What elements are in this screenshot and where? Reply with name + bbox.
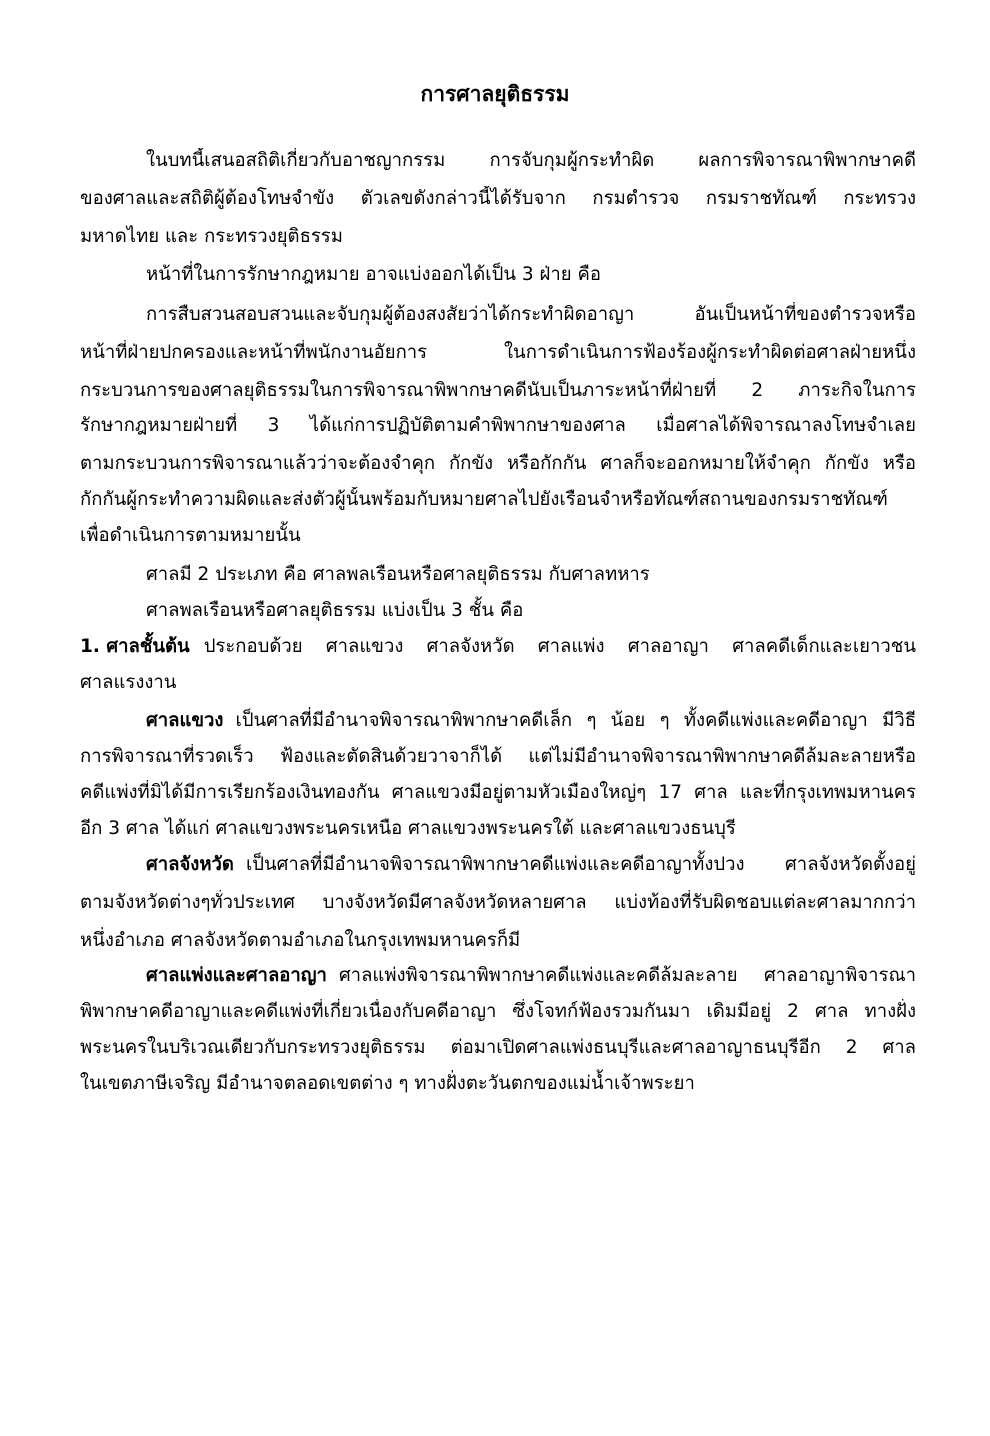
- paragraph-line: การสืบสวนสอบสวนและจับกุมผู้ต้องสงสัยว่าได้กระทำผิดอาญา อันเป็นหน้าที่ของตำรวจหรือ: [146, 304, 916, 325]
- civil-criminal-heading: ศาลแพ่งและศาลอาญา: [146, 965, 327, 986]
- paragraph-line: ศาลแรงงาน: [80, 672, 177, 693]
- khwaeng-heading: ศาลแขวง: [146, 710, 224, 731]
- paragraph-line: รักษากฎหมายฝ่ายที่ 3 ได้แก่การปฏิบัติตามคำพิพากษาของศาล เมื่อศาลได้พิจารณาลงโทษจำเลย: [80, 415, 916, 436]
- paragraph-line: อีก 3 ศาล ได้แก่ ศาลแขวงพระนครเหนือ ศาลแขวงพระนครใต้ และศาลแขวงธนบุรี: [80, 818, 736, 839]
- paragraph-line: ในบทนี้เสนอสถิติเกี่ยวกับอาชญากรรม การจับกุมผู้กระทำผิด ผลการพิจารณาพิพากษาคดี: [146, 150, 916, 171]
- first-instance-heading: 1. ศาลชั้นต้น: [80, 636, 190, 657]
- paragraph-line: ตามกระบวนการพิจารณาแล้วว่าจะต้องจำคุก กักขัง หรือกักกัน ศาลก็จะออกหมายให้จำคุก กักขัง หรือ: [80, 453, 916, 474]
- paragraph-line: มหาดไทย และ กระทรวงยุติธรรม: [80, 226, 343, 247]
- khwaeng-text: เป็นศาลที่มีอำนาจพิจารณาพิพากษาคดีเล็ก ๆ น้อย ๆ ทั้งคดีแพ่งและคดีอาญา มีวิธี: [235, 710, 916, 731]
- khwaeng-line: [80, 708, 916, 734]
- paragraph-line: เพื่อดำเนินการตามหมายนั้น: [80, 525, 301, 546]
- paragraph-line: ของศาลและสถิติผู้ต้องโทษจำขัง ตัวเลขดังกล่าวนี้ได้รับจาก กรมตำรวจ กรมราชทัณฑ์ กระทรวง: [80, 188, 916, 209]
- first-instance-text: ประกอบด้วย ศาลแขวง ศาลจังหวัด ศาลแพ่ง ศาลอาญา ศาลคดีเด็กและเยาวชน: [203, 636, 916, 657]
- paragraph-line: การพิจารณาที่รวดเร็ว ฟ้องและตัดสินด้วยวาจาก็ได้ แต่ไม่มีอำนาจพิจารณาพิพากษาคดีล้มละลายหรือ: [80, 746, 916, 767]
- civil-criminal-line: [80, 963, 916, 989]
- paragraph-line: พระนครในบริเวณเดียวกับกระทรวงยุติธรรม ต่อมาเปิดศาลแพ่งธนบุรีและศาลอาญาธนบุรีอีก 2 ศาล: [80, 1037, 916, 1058]
- paragraph-line: หน้าที่ฝ่ายปกครองและหน้าที่พนักงานอัยการ ในการดำเนินการฟ้องร้องผู้กระทำผิดต่อศาลฝ่ายหนึ่ง: [80, 342, 916, 363]
- changwat-text: เป็นศาลที่มีอำนาจพิจารณาพิพากษาคดีแพ่งและคดีอาญาทั้งปวง ศาลจังหวัดตั้งอยู่: [245, 854, 916, 875]
- paragraph-line: พิพากษาคดีอาญาและคดีแพ่งที่เกี่ยวเนื่องกับคดีอาญา ซึ่งโจทก์ฟ้องรวมกันมา เดิมมีอยู่ 2 ศาล ทางฝั่ง: [80, 1001, 916, 1022]
- paragraph-line: ในเขตภาษีเจริญ มีอำนาจตลอดเขตต่าง ๆ ทางฝั่งตะวันตกของแม่น้ำเจ้าพระยา: [80, 1073, 695, 1094]
- changwat-heading: ศาลจังหวัด: [146, 854, 234, 875]
- paragraph-line: ตามจังหวัดต่างๆทั่วประเทศ บางจังหวัดมีศาลจังหวัดหลายศาล แบ่งท้องที่รับผิดชอบแต่ละศาลมากกว่า: [80, 892, 916, 913]
- paragraph-line: กักกันผู้กระทำความผิดและส่งตัวผู้นั้นพร้อมกับหมายศาลไปยังเรือนจำหรือทัณฑ์สถานของกรมราชทัณฑ์: [80, 489, 888, 510]
- paragraph-line: กระบวนการของศาลยุติธรรมในการพิจารณาพิพากษาคดีนับเป็นภาระหน้าที่ฝ่ายที่ 2 ภาระกิจในการ: [80, 380, 916, 401]
- changwat-line: [80, 852, 916, 878]
- civil-criminal-text: ศาลแพ่งพิจารณาพิพากษาคดีแพ่งและคดีล้มละลาย ศาลอาญาพิจารณา: [338, 965, 916, 986]
- paragraph-line: ศาลพลเรือนหรือศาลยุติธรรม แบ่งเป็น 3 ชั้น คือ: [146, 600, 524, 621]
- paragraph-line: ศาลมี 2 ประเภท คือ ศาลพลเรือนหรือศาลยุติธรรม กับศาลทหาร: [146, 564, 650, 585]
- first-instance-line: [80, 634, 916, 660]
- document-title: การศาลยุติธรรม: [420, 82, 570, 106]
- paragraph-line: หน้าที่ในการรักษากฎหมาย อาจแบ่งออกได้เป็น 3 ฝ่าย คือ: [146, 264, 601, 285]
- paragraph-line: หนึ่งอำเภอ ศาลจังหวัดตามอำเภอในกรุงเทพมหานครก็มี: [80, 930, 521, 951]
- paragraph-line: คดีแพ่งที่มิได้มีการเรียกร้องเงินทองกัน ศาลแขวงมีอยู่ตามหัวเมืองใหญ่ๆ 17 ศาล และที่กรุงเทพมหานคร: [80, 782, 916, 803]
